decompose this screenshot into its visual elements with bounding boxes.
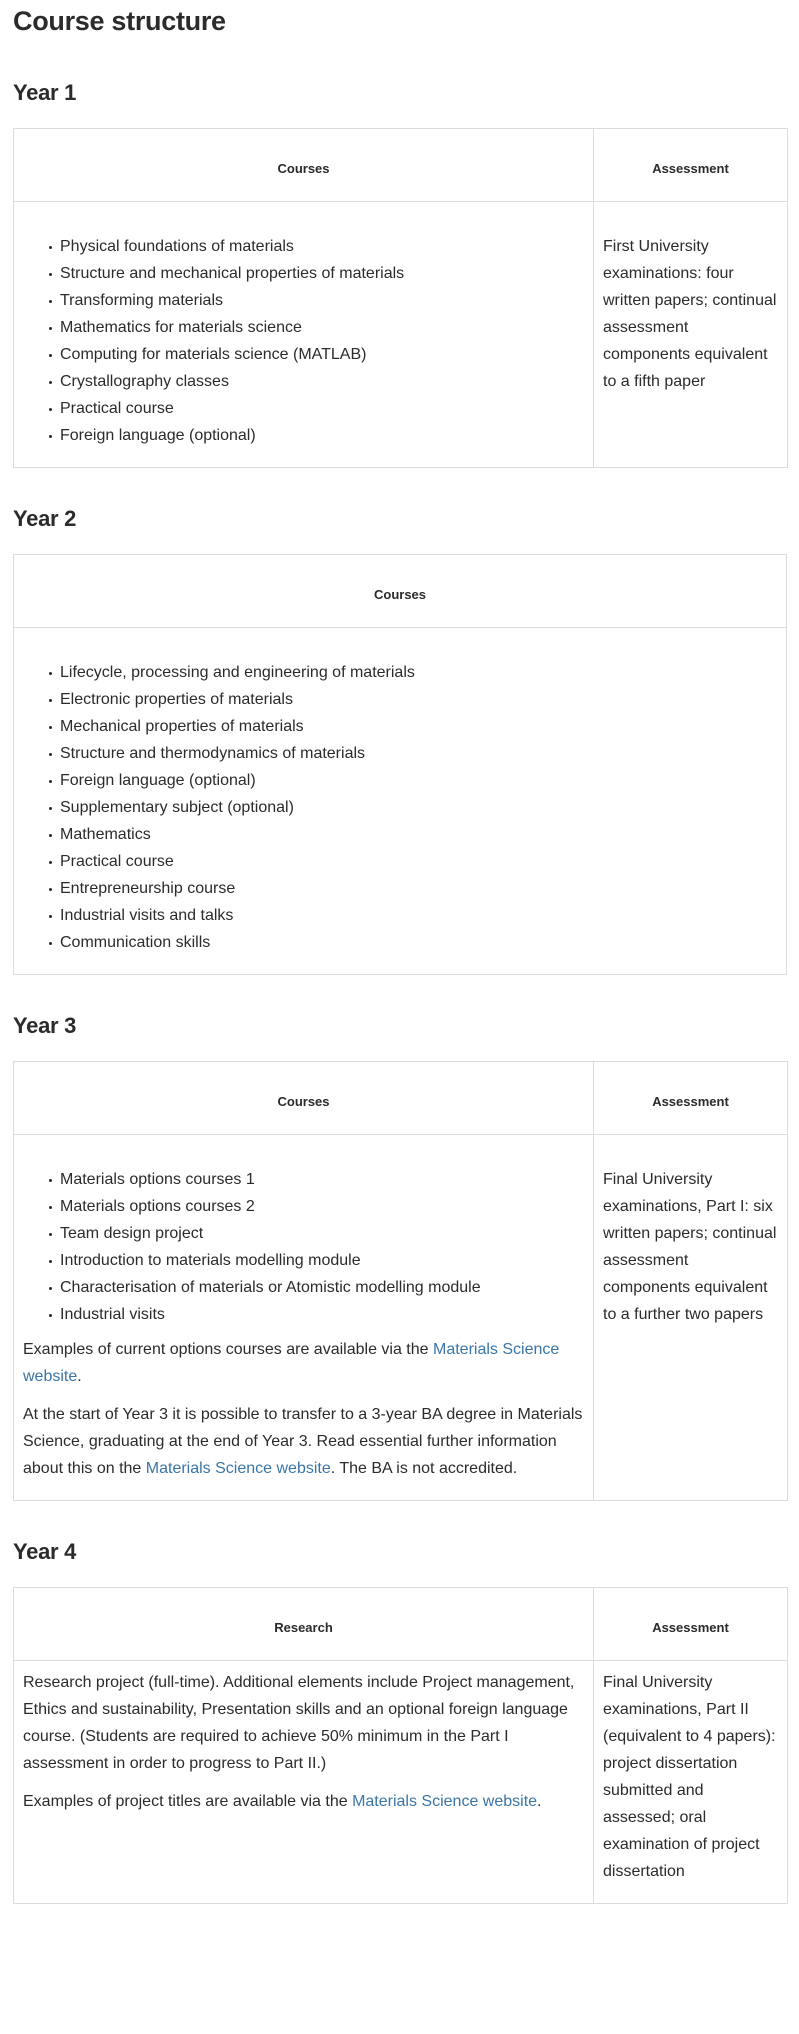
- year3-options-note: [23, 1336, 584, 1390]
- list-item: Materials options courses 1: [49, 1166, 584, 1193]
- year2-courses-cell: [14, 628, 787, 975]
- year4-table: [13, 1587, 788, 1904]
- list-item: Practical course: [49, 395, 584, 422]
- note-text: . The BA is not accredited.: [330, 1460, 518, 1477]
- list-item: Foreign language (optional): [49, 767, 777, 794]
- year1-header-row: [14, 129, 788, 202]
- year1-body-row: [14, 202, 788, 468]
- list-item: Computing for materials science (MATLAB): [49, 341, 584, 368]
- year3-header-row: [14, 1062, 788, 1135]
- year3-assessment-cell: Final University examinations, Part I: six written papers; continual assessment components equivalent to a further two papers: [594, 1135, 788, 1501]
- list-item: Structure and mechanical properties of materials: [49, 260, 584, 287]
- year1-col-courses: Courses: [14, 129, 594, 202]
- list-item: Electronic properties of materials: [49, 686, 777, 713]
- year4-header-row: [14, 1588, 788, 1661]
- year4-research-text: Research project (full-time). Additional elements include Project management, Ethics and sustainability, Presentation skills and an optional foreign language course. (Students are required to achieve 50% minimum in the Part I assessment in order to progress to Part II.): [23, 1674, 575, 1772]
- materials-science-website-link[interactable]: Materials Science website: [352, 1793, 538, 1810]
- year3-ba-transfer-note: [23, 1401, 584, 1482]
- year1-table: [13, 128, 788, 468]
- list-item: Structure and thermodynamics of materials: [49, 740, 777, 767]
- year3-col-assessment: Assessment: [594, 1062, 788, 1135]
- year3-table: [13, 1061, 788, 1501]
- year1-col-assessment: Assessment: [594, 129, 788, 202]
- note-text: Examples of project titles are available via the: [23, 1793, 353, 1810]
- year4-col-assessment: Assessment: [594, 1588, 788, 1661]
- year4-research-cell: [14, 1661, 594, 1904]
- list-item: Practical course: [49, 848, 777, 875]
- list-item: Mechanical properties of materials: [49, 713, 777, 740]
- year4-project-titles-note: [23, 1788, 584, 1815]
- note-text: .: [77, 1368, 82, 1385]
- year4-assessment-cell: Final University examinations, Part II (equivalent to 4 papers): project dissertation submitted and assessed; oral examination of project dissertation: [594, 1661, 788, 1904]
- year3-body-row: [14, 1135, 788, 1501]
- note-text: At the start of Year 3 it is possible to transfer to a 3-year BA degree in Materials Science, graduating at the end of Year 3. Read essential further information about this on the: [23, 1406, 583, 1477]
- year3-courses-cell: [14, 1135, 594, 1501]
- materials-science-website-link[interactable]: Materials Science website: [145, 1460, 331, 1477]
- year2-header-row: [14, 555, 787, 628]
- year1-assessment-cell: First University examinations: four written papers; continual assessment components equivalent to a fifth paper: [594, 202, 788, 468]
- year4-body-row: [14, 1661, 788, 1904]
- note-text: .: [537, 1793, 542, 1810]
- list-item: Characterisation of materials or Atomistic modelling module: [49, 1274, 584, 1301]
- materials-science-website-link[interactable]: Materials Science website: [23, 1341, 560, 1385]
- year1-heading: Year 1: [13, 80, 77, 105]
- year2-body-row: [14, 628, 787, 975]
- list-item: Lifecycle, processing and engineering of materials: [49, 659, 777, 686]
- list-item: Industrial visits and talks: [49, 902, 777, 929]
- year4-heading: Year 4: [13, 1539, 77, 1564]
- year2-course-list: [23, 659, 777, 956]
- list-item: Materials options courses 2: [49, 1193, 584, 1220]
- list-item: Mathematics: [49, 821, 777, 848]
- list-item: Crystallography classes: [49, 368, 584, 395]
- list-item: Team design project: [49, 1220, 584, 1247]
- year1-course-list: [23, 233, 584, 449]
- list-item: Mathematics for materials science: [49, 314, 584, 341]
- list-item: Entrepreneurship course: [49, 875, 777, 902]
- list-item: Industrial visits: [49, 1301, 584, 1328]
- year2-col-courses: Courses: [14, 555, 787, 628]
- year3-col-courses: Courses: [14, 1062, 594, 1135]
- list-item: Communication skills: [49, 929, 777, 956]
- list-item: Introduction to materials modelling module: [49, 1247, 584, 1274]
- year2-table: [13, 554, 787, 975]
- list-item: Transforming materials: [49, 287, 584, 314]
- year3-heading: Year 3: [13, 1013, 77, 1038]
- note-text: Examples of current options courses are available via the: [23, 1341, 433, 1358]
- year2-heading: Year 2: [13, 506, 77, 531]
- year3-course-list: [23, 1166, 584, 1328]
- list-item: Supplementary subject (optional): [49, 794, 777, 821]
- year1-courses-cell: [14, 202, 594, 468]
- year4-col-research: Research: [14, 1588, 594, 1661]
- list-item: Physical foundations of materials: [49, 233, 584, 260]
- list-item: Foreign language (optional): [49, 422, 584, 449]
- page-title: Course structure: [13, 6, 226, 36]
